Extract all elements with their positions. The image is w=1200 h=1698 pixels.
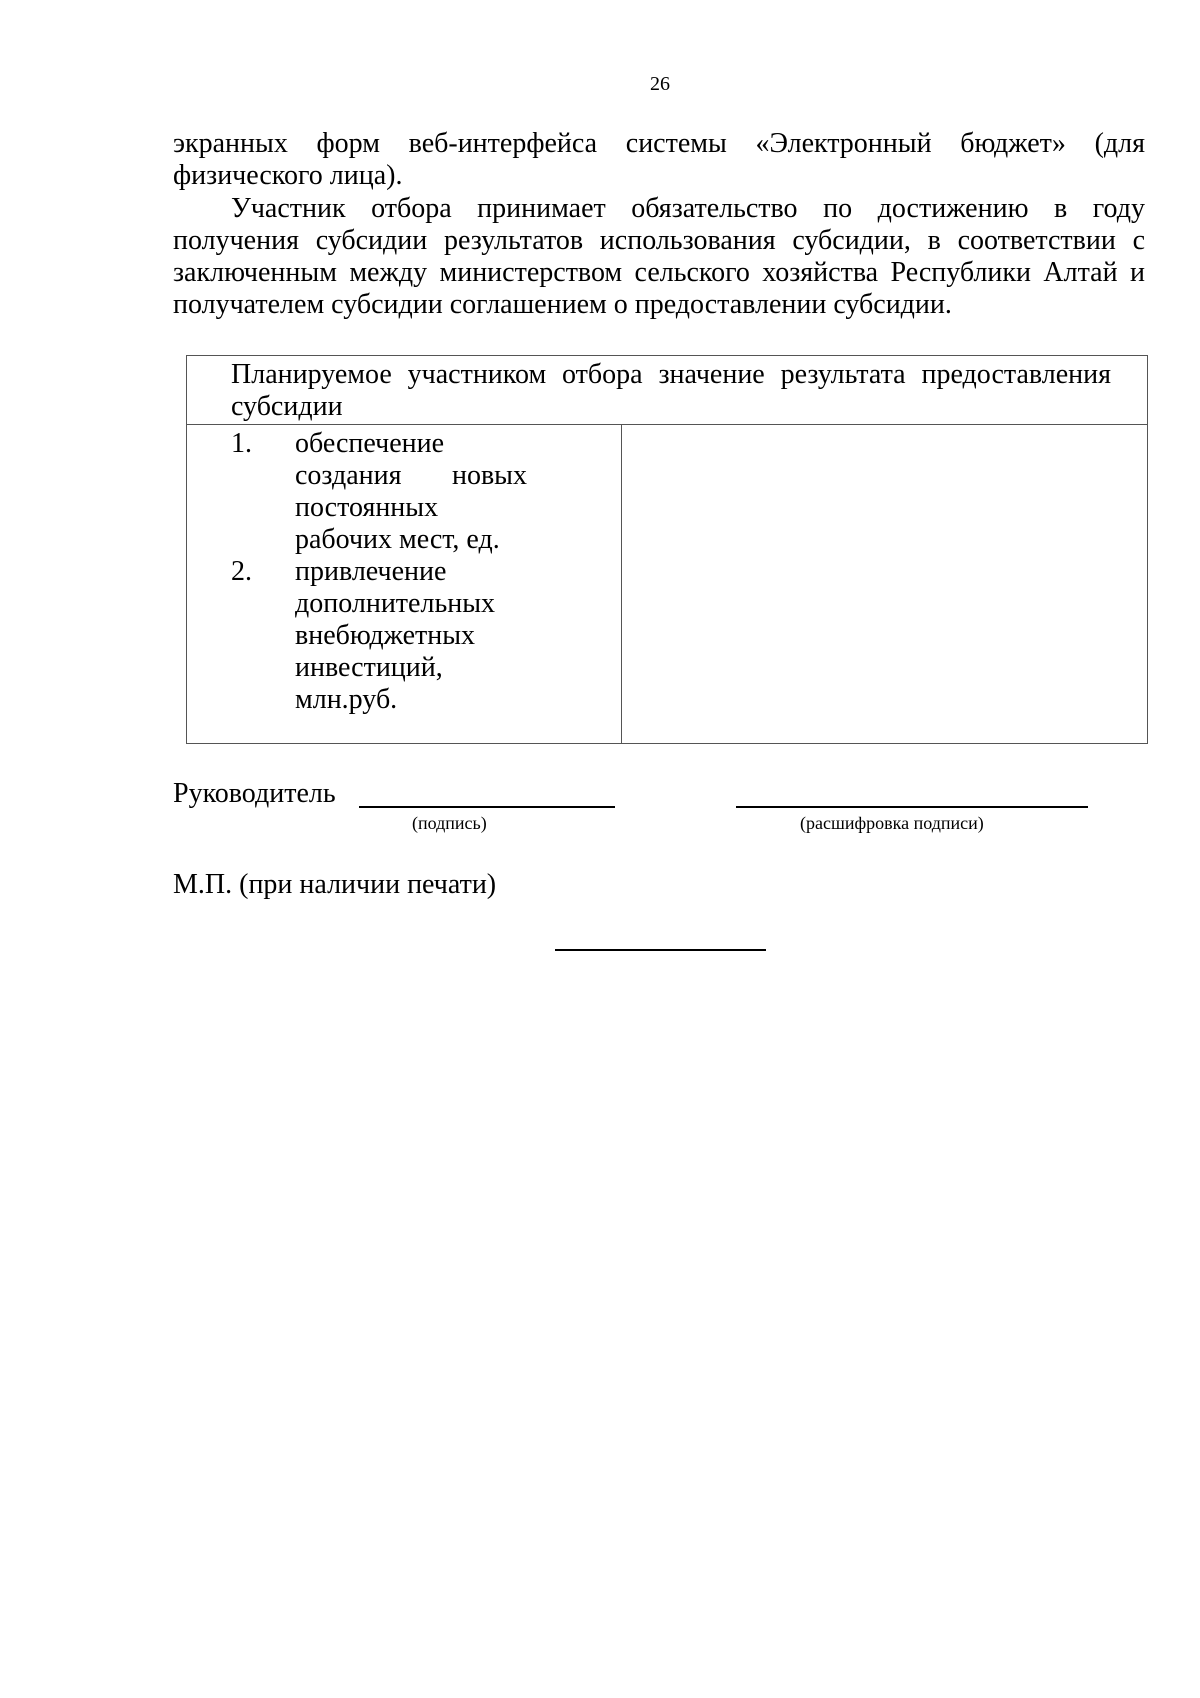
signature-decoding-line [736, 806, 1088, 808]
head-label: Руководитель [173, 778, 336, 809]
page-number: 26 [650, 73, 670, 95]
stamp-note: М.П. (при наличии печати) [173, 869, 497, 900]
table-header-row [187, 356, 1148, 425]
indicator-item-jobs [231, 428, 621, 556]
indicator-label: привлечение дополнительных внебюджетных инвестиций, млн.руб. [295, 556, 496, 715]
indicator-label: обеспечение создания новых постоянных рабочих мест, ед. [295, 428, 527, 555]
paragraph-continuation: экранных форм веб-интерфейса системы «Электронный бюджет» (для физического лица). [173, 128, 1145, 191]
paragraph-obligation: Участник отбора принимает обязательство по достижению в году получения субсидии результатов использования субсидии, в соответствии с заключенным между министерством сельского хозяйства Республики Алтай и получателем субсидии соглашением о предоставлении субсидии. [173, 193, 1145, 320]
end-divider [555, 949, 766, 951]
indicators-cell [187, 425, 622, 744]
signature-line [359, 806, 615, 808]
signature-caption: (подпись) [412, 813, 487, 833]
decoding-caption: (расшифровка подписи) [800, 813, 984, 833]
table-header: Планируемое участником отбора значение результата предоставления субсидии [187, 356, 1148, 425]
indicator-number: 2. [231, 556, 252, 587]
result-table [186, 355, 1148, 744]
table-row [187, 425, 1148, 744]
planned-value-cell[interactable] [621, 425, 1147, 744]
indicator-item-investments [231, 556, 621, 716]
signature-block [173, 772, 1145, 842]
indicator-number: 1. [231, 428, 252, 459]
